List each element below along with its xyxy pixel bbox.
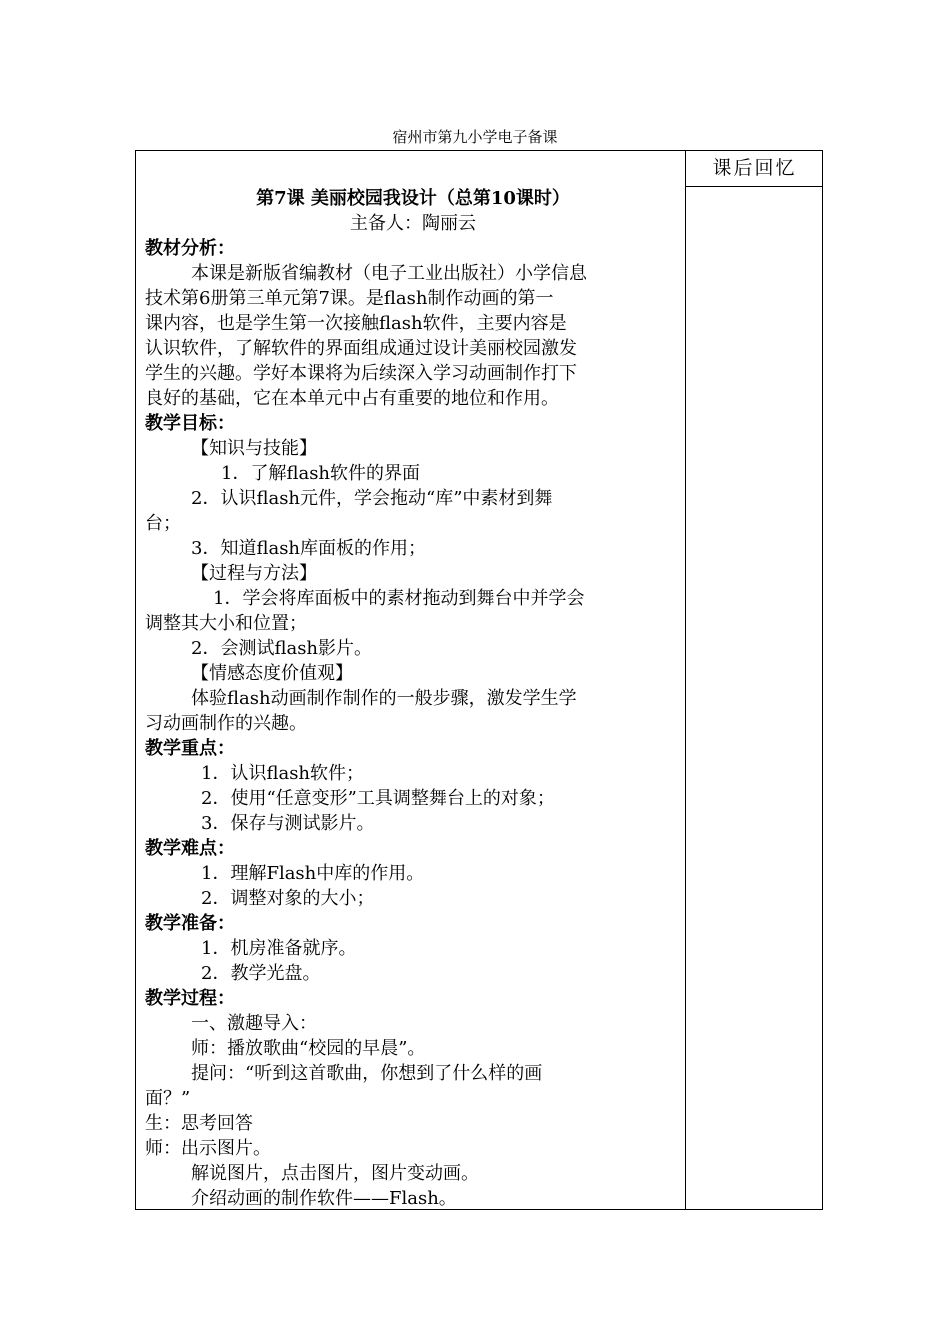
content-line: 1．机房准备就序。 (201, 938, 357, 959)
content-line: 生：思考回答 (145, 1113, 253, 1134)
content-line: 师：出示图片。 (145, 1138, 271, 1159)
content-line: 1．理解Flash中库的作用。 (201, 863, 425, 884)
content-line: 解说图片，点击图片，图片变动画。 (191, 1163, 479, 1184)
content-line: 【知识与技能】 (191, 438, 317, 459)
content-line: 台； (145, 513, 181, 534)
content-line: 一、激趣导入： (191, 1013, 317, 1034)
content-line: 认识软件，了解软件的界面组成通过设计美丽校园激发 (145, 338, 577, 359)
lesson-title: 第7课 美丽校园我设计（总第10课时） (256, 188, 570, 209)
content-line: 1．了解flash软件的界面 (221, 463, 421, 484)
section-heading: 教学难点： (145, 838, 235, 859)
content-line: 学生的兴趣。学好本课将为后续深入学习动画制作打下 (145, 363, 577, 384)
content-line: 2．调整对象的大小； (201, 888, 375, 909)
content-line: 1．认识flash软件； (201, 763, 365, 784)
section-heading: 教材分析： (145, 238, 235, 259)
content-line: 3．知道flash库面板的作用； (191, 538, 427, 559)
content-line: 2．认识flash元件，学会拖动“库”中素材到舞 (191, 488, 553, 509)
content-lines (145, 236, 681, 1211)
content-line: 【过程与方法】 (191, 563, 317, 584)
content-line: 良好的基础，它在本单元中占有重要的地位和作用。 (145, 388, 559, 409)
lesson-content (145, 186, 681, 1211)
content-line: 技术第6册第三单元第7课。是flash制作动画的第一 (145, 288, 554, 309)
content-line: 本课是新版省编教材（电子工业出版社）小学信息 (191, 263, 587, 284)
content-line: 习动画制作的兴趣。 (145, 713, 307, 734)
content-line: 2．教学光盘。 (201, 963, 321, 984)
content-line: 课内容，也是学生第一次接触flash软件，主要内容是 (145, 313, 567, 334)
content-line: 面？” (145, 1088, 191, 1109)
content-line: 师：播放歌曲“校园的早晨”。 (191, 1038, 426, 1059)
section-heading: 教学准备： (145, 913, 235, 934)
section-heading: 教学重点： (145, 738, 235, 759)
page-header: 宿州市第九小学电子备课 (392, 128, 558, 146)
content-line: 2．会测试flash影片。 (191, 638, 373, 659)
content-line: 3．保存与测试影片。 (201, 813, 375, 834)
content-line: 1．学会将库面板中的素材拖动到舞台中并学会 (213, 588, 585, 609)
content-line: 提问：“听到这首歌曲，你想到了什么样的画 (191, 1063, 543, 1084)
content-line: 【情感态度价值观】 (191, 663, 353, 684)
section-heading: 教学过程： (145, 988, 235, 1009)
notes-column (685, 150, 823, 1210)
content-line: 调整其大小和位置； (145, 613, 307, 634)
section-heading: 教学目标： (145, 413, 235, 434)
preparer-line: 主备人：陶丽云 (350, 213, 476, 234)
content-line: 介绍动画的制作软件——Flash。 (191, 1188, 457, 1209)
content-line: 2．使用“任意变形”工具调整舞台上的对象； (201, 788, 555, 809)
notes-column-header: 课后回忆 (686, 150, 823, 187)
content-line: 体验flash动画制作制作的一般步骤，激发学生学 (191, 688, 577, 709)
